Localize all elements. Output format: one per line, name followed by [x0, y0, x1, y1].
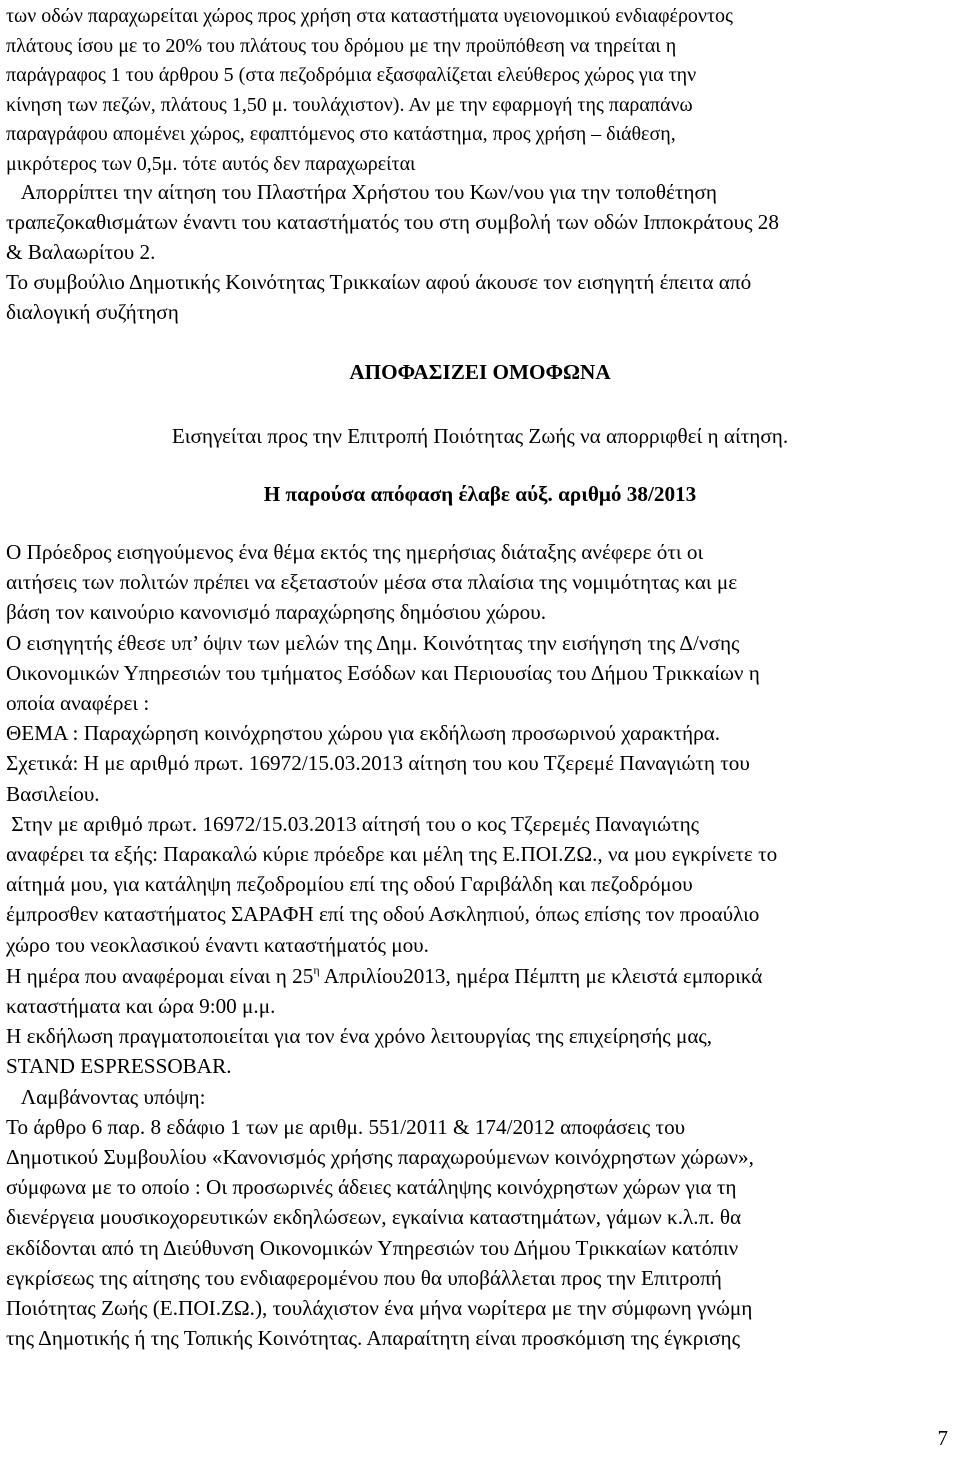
block3-line: Στην με αριθμό πρωτ. 16972/15.03.2013 αίτησή του ο κος Τζερεμές Παναγιώτης: [6, 811, 700, 836]
block3-line: χώρο του νεοκλασικού έναντι καταστήματός μου.: [6, 932, 429, 957]
block2-line: Το συμβούλιο Δημοτικής Κοινότητας Τρικκαίων αφού άκουσε τον εισηγητή έπειτα από: [6, 270, 752, 294]
block4-line: σύμφωνα με το οποίο : Οι προσωρινές άδειες κατάληψης κοινόχρηστων χώρων για τη: [6, 1175, 737, 1200]
block3-line: βάση τον καινούριο κανονισμό παραχώρησης δημόσιου χώρου.: [6, 600, 547, 625]
block4-line: εγκρίσεως της αίτησης του ενδιαφερομένου που θα υποβάλλεται προς την Επιτροπή: [6, 1265, 722, 1290]
block3-line: αιτήσεις των πολιτών πρέπει να εξεταστούν μέσα στα πλαίσια της νομιμότητας και με: [6, 570, 738, 595]
block1-line: πλάτους ίσου με το 20% του πλάτους του δρόμου με την προϋπόθεση να τηρείται η: [6, 34, 677, 57]
block1-line: μικρότερος των 0,5μ. τότε αυτός δεν παραχωρείται: [6, 153, 416, 175]
block4-line: Η εκδήλωση πραγματοποιείται για τον ένα χρόνο λειτουργίας της επιχείρησής μας,: [6, 1024, 713, 1049]
decision-number: Η παρούσα απόφαση έλαβε αύξ. αριθμό 38/2013: [263, 482, 697, 506]
block1-line: παράγραφος 1 του άρθρου 5 (στα πεζοδρόμια εξασφαλίζεται ελεύθερος χώρος για την: [6, 64, 697, 87]
block4-line: διενέργεια μουσικοχορευτικών εκδηλώσεων, εγκαίνια καταστημάτων, γάμων κ.λ.π. θα: [6, 1205, 742, 1230]
block4-line: Λαμβάνοντας υπόψη:: [6, 1084, 206, 1109]
block4-line: Το άρθρο 6 παρ. 8 εδάφιο 1 των με αριθμ. 551/2011 & 174/2012 αποφάσεις του: [6, 1114, 686, 1139]
block4-line: Δημοτικού Συμβουλίου «Κανονισμός χρήσης παραχωρούμενων κοινόχρηστων χώρων»,: [6, 1145, 754, 1169]
block3-line: Ο Πρόεδρος εισηγούμενος ένα θέμα εκτός της ημερήσιας διάταξης ανέφερε ότι οι: [6, 540, 704, 564]
decision-heading: ΑΠΟΦΑΣΙΖΕΙ ΟΜΟΦΩΝΑ: [349, 360, 611, 384]
page-number: 7: [937, 1426, 948, 1450]
block3-line: αναφέρει τα εξής: Παρακαλώ κύριε πρόεδρε και μέλη της Ε.ΠΟΙ.ΖΩ., να μου εγκρίνετε το: [6, 842, 778, 866]
block4-line: καταστήματα και ώρα 9:00 μ.μ.: [6, 994, 276, 1018]
block3-line: Οικονομικών Υπηρεσιών του τμήματος Εσόδων και Περιουσίας του Δήμου Τρικκαίων η: [6, 660, 760, 685]
date-line-after: Απριλίου2013, ημέρα Πέμπτη με κλειστά εμπορικά: [319, 964, 763, 988]
block3-line: αίτημά μου, για κατάληψη πεζοδρομίου επί της οδού Γαριβάλδη και πεζοδρόμου: [6, 872, 693, 897]
block4-line: STAND ESPRESSOBAR.: [6, 1054, 232, 1079]
block2-line: Απορρίπτει την αίτηση του Πλαστήρα Χρήστου του Κων/νου για την τοποθέτηση: [6, 180, 718, 204]
block2-line: τραπεζοκαθισμάτων έναντι του καταστήματός του στη συμβολή των οδών Ιπποκράτους 28: [6, 210, 779, 234]
date-line: [6, 963, 763, 988]
date-line-superscript: η: [313, 963, 320, 977]
date-line-before: Η ημέρα που αναφέρομαι είναι η 25: [6, 964, 314, 988]
block1-line: παραγράφου απομένει χώρος, εφαπτόμενος στο κατάστημα, προς χρήση – διάθεση,: [6, 123, 676, 146]
block2-line: & Βαλαωρίτου 2.: [6, 240, 156, 264]
block2-line: διαλογική συζήτηση: [6, 300, 179, 324]
block4-line: της Δημοτικής ή της Τοπικής Κοινότητας. Απαραίτητη είναι προσκόμιση της έγκρισης: [6, 1326, 740, 1351]
block3-line: Σχετικά: Η με αριθμό πρωτ. 16972/15.03.2013 αίτηση του κου Τζερεμέ Παναγιώτη του: [6, 751, 750, 776]
block3-line: ΘΕΜΑ : Παραχώρηση κοινόχρηστου χώρου για εκδήλωση προσωρινού χαρακτήρα.: [6, 721, 721, 746]
block3-line: Ο εισηγητής έθεσε υπ’ όψιν των μελών της Δημ. Κοινότητας την εισήγηση της Δ/νσης: [6, 630, 740, 655]
block4-line: Ποιότητας Ζωής (Ε.ΠΟΙ.ΖΩ.), τουλάχιστον ένα μήνα νωρίτερα με την σύμφωνη γνώμη: [6, 1296, 753, 1320]
block4-line: εκδίδονται από τη Διεύθυνση Οικονομικών Υπηρεσιών του Δήμου Τρικκαίων κατόπιν: [6, 1235, 739, 1260]
block1-line: κίνηση των πεζών, πλάτους 1,50 μ. τουλάχιστον). Αν με την εφαρμογή της παραπάνω: [6, 93, 693, 116]
block3-line: οποία αναφέρει :: [6, 691, 150, 715]
block3-line: έμπροσθεν καταστήματος ΣΑΡΑΦΗ επί της οδού Ασκληπιού, όπως επίσης τον προαύλιο: [6, 902, 760, 927]
decision-text: Εισηγείται προς την Επιτροπή Ποιότητας Ζωής να απορριφθεί η αίτηση.: [171, 424, 789, 448]
block1-line: των οδών παραχωρείται χώρος προς χρήση στα καταστήματα υγειονομικού ενδιαφέροντος: [6, 5, 733, 27]
block3-line: Βασιλείου.: [6, 781, 100, 806]
